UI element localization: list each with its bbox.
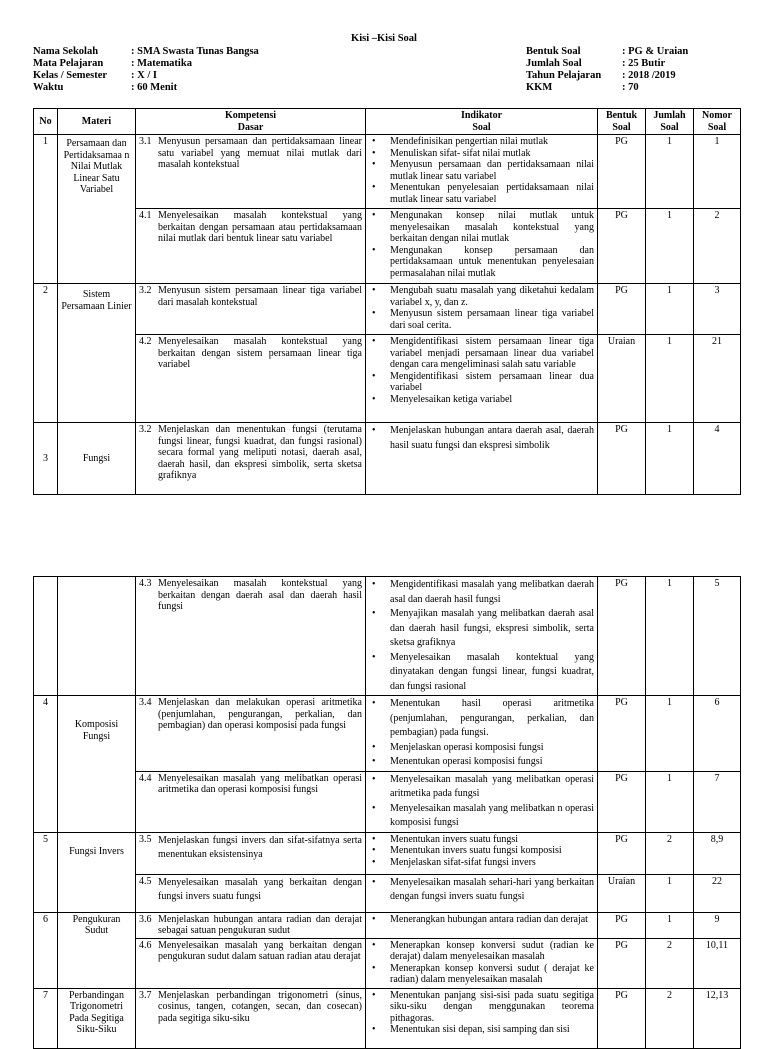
- table-row: [34, 209, 741, 284]
- cell-kd: 3.1 Menyusun persamaan dan pertidaksamaan linear satu variabel yang memuat nilai mutlak dari masalah kontekstual: [136, 135, 366, 209]
- cell-nomor: 8,9: [694, 832, 741, 874]
- meta-label: Bentuk Soal: [526, 46, 581, 57]
- indikator-item: • Menentukan sisi depan, sisi samping dan sisi: [390, 1024, 594, 1036]
- cell-indikator: [366, 696, 598, 772]
- indikator-item: • Menyelesaikan masalah kontektual yang dinyatakan dengan fungsi linear, fungsi kuadrat, dan fungsi rasional: [390, 651, 594, 695]
- cell-indikator: [366, 912, 598, 938]
- kisi-table-page-2: [33, 576, 741, 1049]
- cell-kd: 4.2 Menyelesaikan masalah kontekstual yang berkaitan dengan sistem persamaan linear tiga variabel: [136, 335, 366, 423]
- cell-jumlah: 1: [646, 874, 694, 912]
- header-jumlah: Jumlah Soal: [646, 109, 694, 135]
- cell-bentuk: Uraian: [598, 874, 646, 912]
- table-row: [34, 912, 741, 938]
- meta-label: Waktu: [33, 82, 64, 93]
- table-row: [34, 771, 741, 832]
- cell-no: 5: [34, 832, 58, 912]
- meta-value: : PG & Uraian: [622, 46, 689, 57]
- cell-jumlah: 1: [646, 284, 694, 335]
- indikator-item: • Mengunakan konsep nilai mutlak untuk menyelesaikan masalah kontekstual yang berkaitan dengan nilai mutlak: [390, 210, 594, 245]
- cell-nomor: 21: [694, 335, 741, 423]
- cell-kd: 3.4 Menjelaskan dan melakukan operasi aritmetika (penjumlahan, pengurangan, perkalian, dan pembagian) dan operasi komposisi pada fungsi: [136, 696, 366, 772]
- cell-materi: Perbandingan Trigonometri Pada Segitiga Siku-Siku: [58, 988, 136, 1048]
- indikator-item: • Menyajikan masalah yang melibatkan daerah asal dan daerah hasil fungsi, ekspresi simbolik, serta sketsa grafiknya: [390, 607, 594, 651]
- kisi-table-page-1: [33, 108, 741, 495]
- cell-jumlah: 1: [646, 423, 694, 495]
- indikator-item: • Menerangkan hubungan antara radian dan derajat: [390, 914, 594, 926]
- cell-bentuk: PG: [598, 423, 646, 495]
- cell-indikator: [366, 874, 598, 912]
- cell-bentuk: PG: [598, 696, 646, 772]
- indikator-item: • Menyelesaikan ketiga variabel: [390, 394, 594, 406]
- indikator-item: • Mengubah suatu masalah yang diketahui kedalam variabel x, y, dan z.: [390, 285, 594, 308]
- cell-no: 4: [34, 696, 58, 833]
- table-row: [34, 423, 741, 495]
- cell-indikator: [366, 423, 598, 495]
- indikator-item: • Menentukan invers suatu fungsi: [390, 834, 594, 846]
- table-row: [34, 988, 741, 1048]
- indikator-item: • Menentukan penyelesaian pertidaksamaan nilai mutlak linear satu variabel: [390, 182, 594, 205]
- cell-indikator: [366, 209, 598, 284]
- cell-nomor: 1: [694, 135, 741, 209]
- meta-value: : 2018 /2019: [622, 70, 676, 81]
- header-materi: Materi: [58, 109, 136, 135]
- cell-nomor: 5: [694, 577, 741, 696]
- cell-nomor: 7: [694, 771, 741, 832]
- cell-nomor: 3: [694, 284, 741, 335]
- cell-bentuk: PG: [598, 912, 646, 938]
- cell-no: 7: [34, 988, 58, 1048]
- table-row: [34, 577, 741, 696]
- indikator-item: • Menerapkan konsep konversi sudut ( derajat ke radian) dalam menyelesaikan masalah: [390, 963, 594, 986]
- cell-bentuk: PG: [598, 284, 646, 335]
- cell-indikator: [366, 988, 598, 1048]
- cell-nomor: 22: [694, 874, 741, 912]
- cell-nomor: 6: [694, 696, 741, 772]
- cell-jumlah: 1: [646, 696, 694, 772]
- meta-value: : Matematika: [131, 58, 192, 69]
- cell-kd: 3.2 Menjelaskan dan menentukan fungsi (terutama fungsi linear, fungsi kuadrat, dan fungsi rasional) secara formal yang meliputi notasi, daerah asal, daerah hasil, dan ekspresi simbolik, serta sketsa grafiknya: [136, 423, 366, 495]
- indikator-item: • Menerapkan konsep konversi sudut (radian ke derajat) dalam menyelesaikan masalah: [390, 940, 594, 963]
- cell-indikator: [366, 771, 598, 832]
- table-row: [34, 696, 741, 772]
- indikator-item: • Menyusun persamaan dan pertidaksamaan nilai mutlak linear satu variabel: [390, 159, 594, 182]
- cell-bentuk: PG: [598, 135, 646, 209]
- cell-kd: 4.1 Menyelesaikan masalah kontekstual yang berkaitan dengan persamaan atau pertidaksamaan nilai mutlak dari bentuk linear satu variabel: [136, 209, 366, 284]
- cell-indikator: [366, 577, 598, 696]
- cell-indikator: [366, 335, 598, 423]
- meta-right: [526, 46, 688, 94]
- cell-no: 6: [34, 912, 58, 988]
- cell-kd: 3.5 Menjelaskan fungsi invers dan sifat-sifatnya serta menentukan eksistensinya: [136, 832, 366, 874]
- meta-value: : X / I: [131, 70, 157, 81]
- indikator-item: • Menjelaskan sifat-sifat fungsi invers: [390, 857, 594, 869]
- indikator-item: • Menentukan panjang sisi-sisi pada suatu segitiga siku-siku dengan menggunakan teorema pithagoras.: [390, 990, 594, 1025]
- indikator-item: • Menyusun sistem persamaan linear tiga variabel dari soal cerita.: [390, 308, 594, 331]
- cell-no: 1: [34, 135, 58, 284]
- header-no: No: [34, 109, 58, 135]
- cell-jumlah: 1: [646, 577, 694, 696]
- table-row: [34, 335, 741, 423]
- cell-bentuk: PG: [598, 209, 646, 284]
- meta-value: : SMA Swasta Tunas Bangsa: [131, 46, 259, 57]
- cell-no: 3: [34, 423, 58, 495]
- cell-nomor: 10,11: [694, 938, 741, 988]
- indikator-item: • Mendefinisikan pengertian nilai mutlak: [390, 136, 594, 148]
- table-row: [34, 832, 741, 874]
- cell-materi: Persamaan dan Pertidaksamaa n Nilai Mutlak Linear Satu Variabel: [58, 135, 136, 284]
- cell-jumlah: 1: [646, 912, 694, 938]
- table-row: [34, 284, 741, 335]
- table-header-row: [34, 109, 741, 135]
- meta-left: [33, 46, 259, 94]
- meta-label: Kelas / Semester: [33, 70, 108, 81]
- cell-materi: [58, 577, 136, 696]
- meta-value: : 60 Menit: [131, 82, 178, 93]
- cell-materi: Fungsi: [58, 423, 136, 495]
- cell-jumlah: 2: [646, 832, 694, 874]
- indikator-item: • Mengidentifikasi sistem persamaan linear tiga variabel menjadi persamaan linear dua variabel dengan cara mengeliminasi salah satu variable: [390, 336, 594, 371]
- cell-kd: 3.2 Menyusun sistem persamaan linear tiga variabel dari masalah kontekstual: [136, 284, 366, 335]
- cell-kd: 4.3 Menyelesaikan masalah kontekstual yang berkaitan dengan daerah asal dan daerah hasil fungsi: [136, 577, 366, 696]
- cell-nomor: 4: [694, 423, 741, 495]
- cell-indikator: [366, 135, 598, 209]
- meta-label: Tahun Pelajaran: [526, 70, 602, 81]
- cell-jumlah: 1: [646, 209, 694, 284]
- meta-value: : 70: [622, 82, 639, 93]
- meta-label: KKM: [526, 82, 553, 93]
- header-nomor: Nomor Soal: [694, 109, 741, 135]
- indikator-item: • Menyelesaikan masalah yang melibatkan n operasi komposisi fungsi: [390, 802, 594, 831]
- indikator-item: • Menentukan invers suatu fungsi komposisi: [390, 845, 594, 857]
- cell-kd: 3.7 Menjelaskan perbandingan trigonometri (sinus, cosinus, tangen, cotangen, secan, dan cosecan) pada segitiga siku-siku: [136, 988, 366, 1048]
- cell-kd: 4.4 Menyelesaikan masalah yang melibatkan operasi aritmetika dan operasi komposisi fungsi: [136, 771, 366, 832]
- indikator-item: • Menuliskan sifat- sifat nilai mutlak: [390, 148, 594, 160]
- cell-bentuk: Uraian: [598, 335, 646, 423]
- indikator-item: • Menyelesaikan masalah yang melibatkan operasi aritmetika pada fungsi: [390, 773, 594, 802]
- cell-indikator: [366, 284, 598, 335]
- cell-bentuk: PG: [598, 577, 646, 696]
- cell-bentuk: PG: [598, 832, 646, 874]
- table-row: [34, 874, 741, 912]
- indikator-item: • Menyelesaikan masalah sehari-hari yang berkaitan dengan fungsi invers suatu fungsi: [390, 876, 594, 905]
- header-bentuk: Bentuk Soal: [598, 109, 646, 135]
- indikator-item: • Mengunakan konsep persamaan dan pertidaksamaan untuk menentukan penyelesaian permasalahan nilai mutlak: [390, 245, 594, 280]
- header-kompetensi: Kompetensi Dasar: [136, 109, 366, 135]
- cell-materi: Komposisi Fungsi: [58, 696, 136, 833]
- indikator-item: • Menjelaskan operasi komposisi fungsi: [390, 741, 594, 756]
- document-title: Kisi –Kisi Soal: [351, 33, 417, 44]
- cell-bentuk: PG: [598, 938, 646, 988]
- cell-nomor: 12,13: [694, 988, 741, 1048]
- cell-jumlah: 1: [646, 771, 694, 832]
- meta-label: Mata Pelajaran: [33, 58, 104, 69]
- cell-jumlah: 1: [646, 135, 694, 209]
- cell-jumlah: 2: [646, 988, 694, 1048]
- cell-kd: 4.6 Menyelesaikan masalah yang berkaitan dengan pengukuran sudut dalam satuan radian atau derajat: [136, 938, 366, 988]
- cell-materi: Fungsi Invers: [58, 832, 136, 912]
- header-indikator: Indikator Soal: [366, 109, 598, 135]
- indikator-item: • Menentukan hasil operasi aritmetika (penjumlahan, pengurangan, perkalian, dan pembagian) pada fungsi.: [390, 697, 594, 741]
- cell-kd: 3.6 Menjelaskan hubungan antara radian dan derajat sebagai satuan pengukuran sudut: [136, 912, 366, 938]
- cell-indikator: [366, 832, 598, 874]
- meta-label: Jumlah Soal: [526, 58, 582, 69]
- table-row: [34, 135, 741, 209]
- indikator-item: • Menentukan operasi komposisi fungsi: [390, 755, 594, 770]
- cell-nomor: 2: [694, 209, 741, 284]
- indikator-item: • Mengidentifikasi masalah yang melibatkan daerah asal dan daerah hasil fungsi: [390, 578, 594, 607]
- meta-label: Nama Sekolah: [33, 46, 99, 57]
- cell-jumlah: 1: [646, 335, 694, 423]
- indikator-item: • Menjelaskan hubungan antara daerah asal, daerah hasil suatu fungsi dan ekspresi simbolik: [390, 424, 594, 453]
- cell-no: [34, 577, 58, 696]
- indikator-item: • Mengidentifikasi sistem persamaan linear dua variabel: [390, 371, 594, 394]
- cell-indikator: [366, 938, 598, 988]
- meta-value: : 25 Butir: [622, 58, 666, 69]
- cell-no: 2: [34, 284, 58, 423]
- cell-jumlah: 2: [646, 938, 694, 988]
- cell-bentuk: PG: [598, 771, 646, 832]
- cell-nomor: 9: [694, 912, 741, 938]
- cell-kd: 4.5 Menyelesaikan masalah yang berkaitan dengan fungsi invers suatu fungsi: [136, 874, 366, 912]
- cell-bentuk: PG: [598, 988, 646, 1048]
- table-row: [34, 938, 741, 988]
- cell-materi: Pengukuran Sudut: [58, 912, 136, 988]
- cell-materi: Sistem Persamaan Linier: [58, 284, 136, 423]
